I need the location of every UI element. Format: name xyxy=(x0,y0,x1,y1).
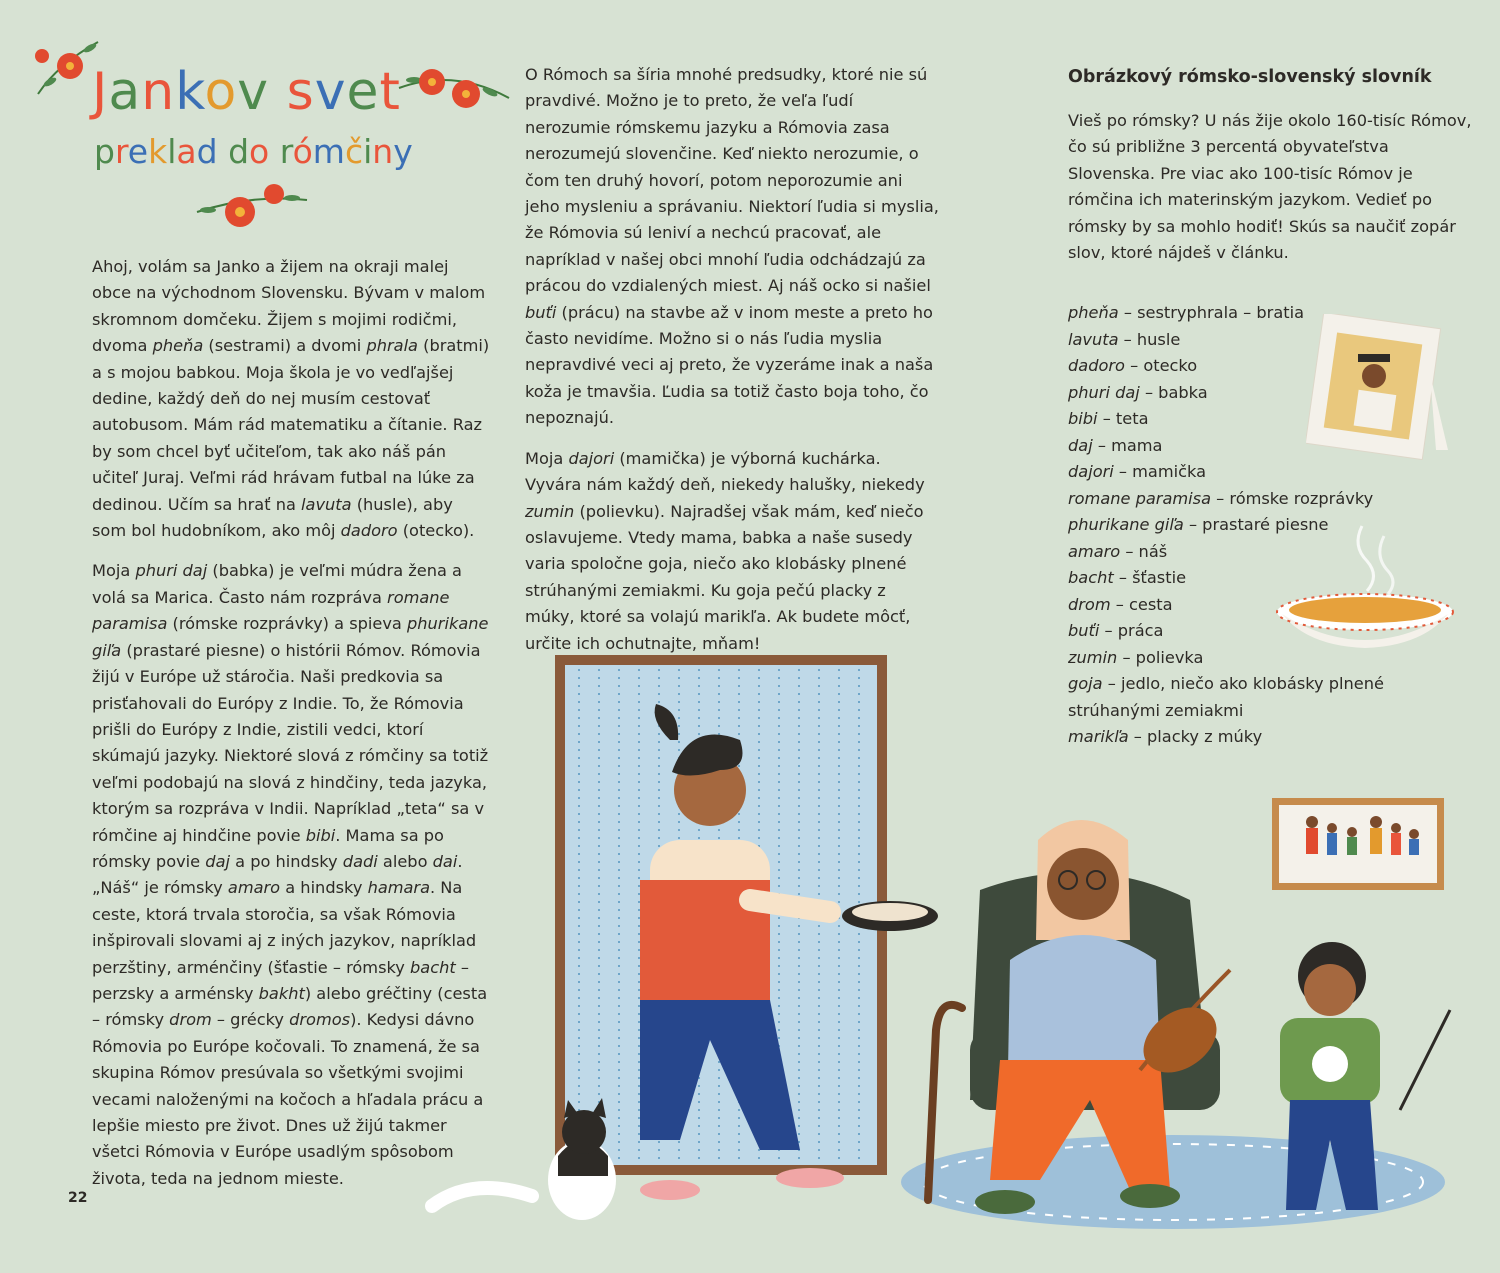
dictionary-term: lavuta xyxy=(1068,329,1119,349)
story-paragraph: Moja dajori (mamička) je výborná kuchárka. Vyvára nám každý deň, niekedy halušky, niekedy zumin (polievku). Najradšej však mám, keď niečo oslavujeme. Vtedy mama, babka a naše susedy varia spoločne goja, niečo ako klobásky plnené strúhanými zemiakmi. Ku goja pečú placky z múky, ktoré sa volajú marikľa. Ak budete môcť, určite ich ochutnajte, mňam! xyxy=(525,448,925,653)
dictionary-entry: drom – cesta xyxy=(1068,594,1173,614)
story-column-middle xyxy=(525,62,940,671)
dictionary-entry: amaro – náš xyxy=(1068,541,1168,561)
dictionary-entry: bibi – teta xyxy=(1068,409,1149,429)
dictionary-entry: dajori – mamička xyxy=(1068,462,1206,482)
page-subtitle: preklad do rómčiny xyxy=(94,132,413,171)
dictionary-term: goja xyxy=(1068,674,1103,694)
dictionary-entry: dadoro – otecko xyxy=(1068,356,1198,376)
dictionary-entry: daj – mama xyxy=(1068,435,1163,455)
boy-with-violin-icon xyxy=(1120,930,1460,1230)
dictionary-term: dadoro xyxy=(1068,356,1125,376)
dictionary-entry: lavuta – husle xyxy=(1068,329,1181,349)
dictionary-entry: goja – jedlo, niečo ako klobásky plnené strúhanými zemiakmi xyxy=(1068,674,1384,720)
dictionary-entry: phurikane giľa – prastaré piesne xyxy=(1068,515,1329,535)
story-paragraph: O Rómoch sa šíria mnohé predsudky, ktoré nie sú pravdivé. Možno je to preto, že veľa ľudí nerozumie rómskemu jazyku a Rómovia zasa nerozumejú slovenčine. Keď niekto nerozumie, o čom ten druhý hovorí, potom neporozumie ani jeho mysleniu a správaniu. Niektorí ľudia si myslia, že Rómovia sú leniví a nechcú pracovať, ale napríklad v našej obci mnohí ľudia odchádzajú za prácou do vzdialených miest. Aj náš ocko si našiel buťi (prácu) na stavbe až v inom meste a preto ho často nevidíme. Možno si o nás ľudia myslia nepravdivé veci aj preto, že vyzeráme inak a naša koža je tmavšia. Ľudia sa totiž často boja toho, čo nepoznajú. xyxy=(525,65,939,428)
dictionary-entry: bacht – šťastie xyxy=(1068,568,1187,588)
dictionary-term: buťi xyxy=(1068,621,1100,641)
flower-decoration-bottom xyxy=(192,176,310,238)
dictionary-entry: phuri daj – babka xyxy=(1068,382,1208,402)
page-title: Jankov svet xyxy=(92,62,401,122)
dictionary-term: bibi xyxy=(1068,409,1098,429)
dictionary-intro: Vieš po rómsky? U nás žije okolo 160-tisíc Rómov, čo sú približne 3 percentá obyvateľstva Slovenska. Pre viac ako 100-tisíc Rómov je rómčina ich materinským jazykom. Vedieť po rómsky by sa mohlo hodiť! Skús sa naučiť zopár slov, ktoré nájdeš v článku. xyxy=(1068,111,1472,263)
story-paragraph: Ahoj, volám sa Janko a žijem na okraji malej obce na východnom Slovensku. Bývam v malom skromnom domčeku. Žijem s mojimi rodičmi, dvoma pheňa (sestrami) a dvomi phrala (bratmi) a s mojou babkou. Moja škola je vo vedľajšej dedine, každý deň do nej musím cestovať autobusom. Mám rád matematiku a čítanie. Raz by som chcel byť učiteľom, tak ako náš pán učiteľ Juraj. Veľmi rád hrávam futbal na lúke za dedinou. Učím sa hrať na lavuta (husle), aby som bol hudobníkom, ako môj dadoro (otecko). xyxy=(92,257,490,541)
story-paragraph: Moja phuri daj (babka) je veľmi múdra žena a volá sa Marica. Často nám rozpráva romane paramisa (rómske rozprávky) a spieva phurikane giľa (prastaré piesne) o histórii Rómov. Rómovia žijú v Európe už stáročia. Naši predkovia sa prisťahovali do Európy z Indie. To, že Rómovia prišli do Európy z Indie, zistili vedci, ktorí skúmajú jazyky. Niektoré slová z rómčiny sa totiž veľmi podobajú na slová z hindčiny, teda jazyka, ktorým sa rozpráva v Indii. Napríklad „teta“ sa v rómčine aj hindčine povie bibi. Mama sa po rómsky povie daj a po hindsky dadi alebo dai. „Náš“ je rómsky amaro a hindsky hamara. Na ceste, ktorá trvala storočia, sa však Rómovia inšpirovali slovami aj z iných jazykov, napríklad perzštiny, arménčiny (šťastie – rómsky bacht – perzsky a arménsky bakht) alebo gréčtiny (cesta – rómsky drom – grécky dromos). Kedysi dávno Rómovia po Európe kočovali. To znamená, že sa skupina Rómov presúvala so všetkými svojimi vecami naloženými na kočoch a hľadala prácu a lepšie miesto pre život. Dnes už žijú takmer všetci Rómovia v Európe usadlým spôsobom života, teda na jednom mieste. xyxy=(92,561,489,1188)
family-picture-icon xyxy=(1272,798,1444,890)
dictionary-entry: romane paramisa – rómske rozprávky xyxy=(1068,488,1374,508)
dictionary-term: amaro xyxy=(1068,541,1121,561)
dictionary-entry: marikľa – placky z múky xyxy=(1068,727,1263,747)
dictionary-term: drom xyxy=(1068,594,1111,614)
dictionary-term: zumin xyxy=(1068,647,1118,667)
dictionary-entry: buťi – práca xyxy=(1068,621,1164,641)
girl-with-pan-icon xyxy=(600,700,940,1210)
cane-icon xyxy=(914,990,974,1210)
portrait-frame-icon xyxy=(1306,314,1456,460)
dictionary-term: marikľa xyxy=(1068,727,1129,747)
dictionary-heading: Obrázkový rómsko-slovenský slovník xyxy=(1068,67,1432,87)
soup-bowl-icon xyxy=(1272,516,1458,656)
cat-icon xyxy=(412,1096,622,1226)
story-column-left xyxy=(92,254,492,1206)
dictionary-term: dajori xyxy=(1068,462,1114,482)
dictionary-term: pheňa xyxy=(1068,303,1119,323)
dictionary-term: phurikane giľa xyxy=(1068,515,1184,535)
flower-decoration-top-right xyxy=(394,58,512,118)
dictionary-term: daj xyxy=(1068,435,1093,455)
dictionary-term: bacht xyxy=(1068,568,1114,588)
dictionary-entry: zumin – polievka xyxy=(1068,647,1204,667)
dictionary-entry: pheňa – sestryphrala – bratia xyxy=(1068,303,1305,323)
dictionary-term: romane paramisa xyxy=(1068,488,1212,508)
page-number: 22 xyxy=(68,1190,88,1206)
dictionary-term: phuri daj xyxy=(1068,382,1140,402)
